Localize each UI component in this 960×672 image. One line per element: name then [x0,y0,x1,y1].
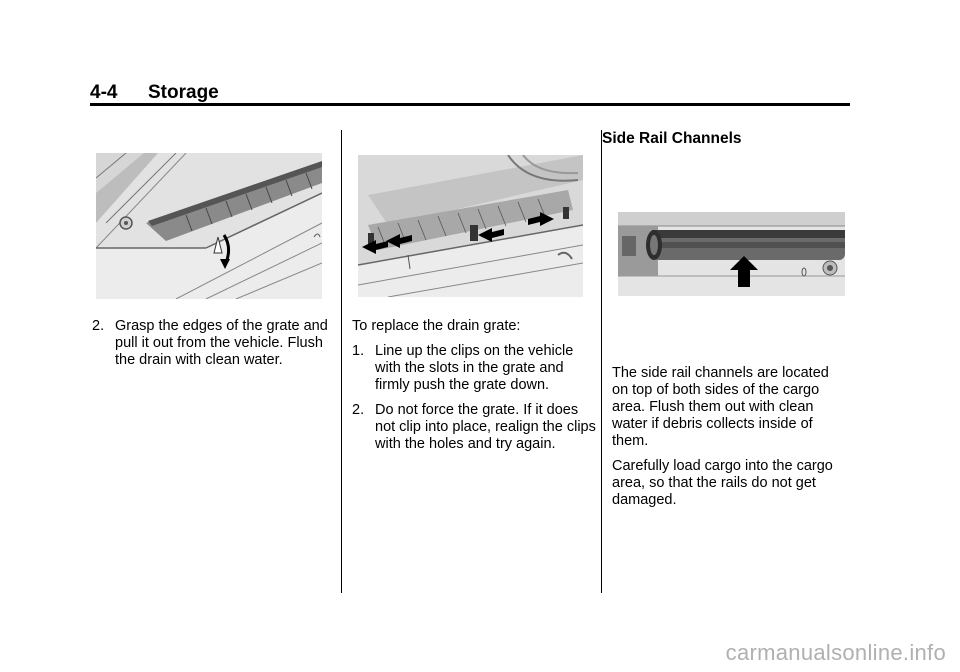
step-2-replace [352,402,597,453]
replace-intro: To replace the drain grate: [352,318,521,334]
column-2-text [352,318,597,461]
paragraph-1: The side rail channels are located on top of both sides of the cargo area. Flush them out with clean water if debris collects inside of them. [612,365,829,449]
column-divider-2 [601,130,602,593]
step-number: 1. [352,343,365,359]
step-text: Line up the clips on the vehicle with the slots in the grate and firmly push the grate down. [375,343,574,393]
grate-replacement-illustration [358,155,583,297]
paragraph-2: Carefully load cargo into the cargo area, so that the rails do not get damaged. [612,458,833,508]
page-number: 4-4 [90,82,118,103]
step-number: 2. [352,402,365,418]
section-heading: Side Rail Channels [602,130,742,147]
column-3-text [612,365,840,517]
grate-removal-illustration [96,153,322,299]
step-2-remove [92,318,337,369]
column-1-text [92,318,337,377]
step-text: Do not force the grate. If it does not clip into place, realign the clips with the holes and try again. [375,402,596,452]
page-header [90,82,219,104]
step-1-replace [352,343,597,394]
step-text: Grasp the edges of the grate and pull it out from the vehicle. Flush the drain with clean water. [115,318,328,368]
step-number: 2. [92,318,105,334]
watermark: carmanualsonline.info [725,640,946,665]
column-divider-1 [341,130,342,593]
header-rule [90,103,850,106]
section-title: Storage [148,82,219,103]
side-rail-illustration [618,212,845,296]
